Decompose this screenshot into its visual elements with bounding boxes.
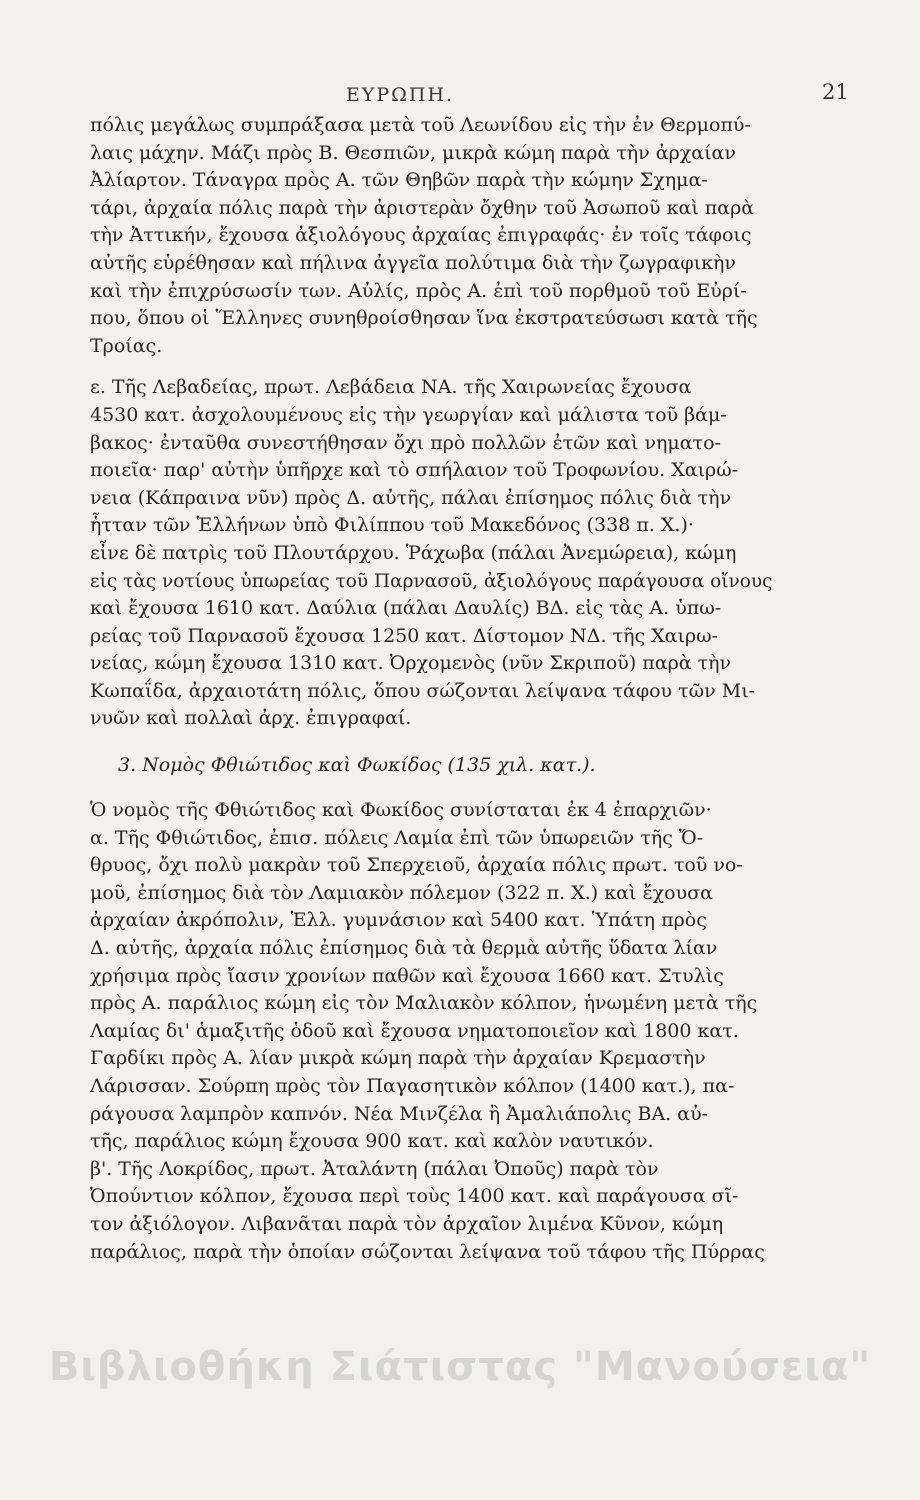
text-line: ρείας τοῦ Παρνασοῦ ἔχουσα 1250 κατ. Δίστομον ΝΔ. τῆς Χαιρω-: [90, 624, 719, 647]
text-line: Τροίας.: [90, 334, 163, 357]
page-number: 21: [822, 80, 849, 104]
text-line: λαις μάχην. Μάζι πρὸς Β. Θεσπιῶν, μικρὰ κώμη παρὰ τὴν ἀρχαίαν: [90, 141, 736, 164]
text-line: θρυος, ὄχι πολὺ μακρὰν τοῦ Σπερχειοῦ, ἀρχαία πόλις πρωτ. τοῦ νο-: [90, 854, 743, 877]
text-line: τάρι, ἀρχαία πόλις παρὰ τὴν ἀριστερὰν ὄχθην τοῦ Ἀσωποῦ καὶ παρὰ: [90, 196, 755, 219]
paragraph-boeotia-continued: [90, 112, 780, 360]
text-line: ποιεῖα· παρ' αὐτὴν ὑπῆρχε καὶ τὸ σπήλαιον τοῦ Τροφωνίου. Χαιρώ-: [90, 459, 739, 482]
text-line: α. Τῆς Φθιώτιδος, ἐπισ. πόλεις Λαμία ἐπὶ τῶν ὑπωρειῶν τῆς Ὄ-: [90, 826, 704, 849]
running-header: ΕΥΡΩΠΗ.: [345, 84, 455, 106]
library-watermark: Βιβλιοθήκη Σιάτιστας "Μανούσεια": [48, 1344, 872, 1390]
text-line: Δ. αὐτῆς, ἀρχαία πόλις ἐπίσημος διὰ τὰ θερμὰ αὐτῆς ὕδατα λίαν: [90, 937, 718, 960]
text-line: Ἀλίαρτον. Τάναγρα πρὸς Α. τῶν Θηβῶν παρὰ τὴν κώμην Σχημα-: [90, 169, 708, 192]
text-line: πρὸς Α. παράλιος κώμη εἰς τὸν Μαλιακὸν κόλπον, ἡνωμένη μετὰ τῆς: [90, 992, 758, 1015]
text-line: ἀρχαίαν ἀκρόπολιν, Ἑλλ. γυμνάσιον καὶ 5400 κατ. Ὑπάτη πρὸς: [90, 909, 707, 932]
text-line: 4530 κατ. ἀσχολουμένους εἰς τὴν γεωργίαν καὶ μάλιστα τοῦ βάμ-: [90, 403, 727, 426]
text-line: β'. Τῆς Λοκρίδος, πρωτ. Ἀταλάντη (πάλαι Ὀποῦς) παρὰ τὸν: [90, 1157, 659, 1180]
paragraph-phthiotis-phocis: [90, 797, 780, 1266]
text-line: Γαρδίκι πρὸς Α. λίαν μικρὰ κώμη παρὰ τὴν ἀρχαίαν Κρεμαστὴν: [90, 1047, 706, 1070]
text-line: ε. Τῆς Λεβαδείας, πρωτ. Λεβάδεια ΝΑ. τῆς Χαιρωνείας ἔχουσα: [90, 376, 692, 399]
text-line: χρήσιμα πρὸς ἴασιν χρονίων παθῶν καὶ ἔχουσα 1660 κατ. Στυλὶς: [90, 964, 724, 987]
text-line: ράγουσα λαμπρὸν καπνόν. Νέα Μινζέλα ἢ Ἀμαλιάπολις ΒΑ. αὐ-: [90, 1102, 709, 1125]
text-line: Λαμίας δι' ἁμαξιτῆς ὁδοῦ καὶ ἔχουσα νηματοποιεῖον καὶ 1800 κατ.: [90, 1019, 739, 1042]
text-line: μοῦ, ἐπίσημος διὰ τὸν Λαμιακὸν πόλεμον (322 π. Χ.) καὶ ἔχουσα: [90, 881, 713, 904]
text-line: ἧτταν τῶν Ἑλλήνων ὑπὸ Φιλίππου τοῦ Μακεδόνος (338 π. Χ.)·: [90, 514, 694, 537]
text-line: καὶ ἔχουσα 1610 κατ. Δαύλια (πάλαι Δαυλίς) ΒΔ. εἰς τὰς Α. ὑπω-: [90, 597, 722, 620]
text-line: νείας, κώμη ἔχουσα 1310 κατ. Ὀρχομενὸς (νῦν Σκριποῦ) παρὰ τὴν: [90, 652, 732, 675]
page-body: [90, 112, 780, 1266]
text-line: Ὀπούντιον κόλπον, ἔχουσα περὶ τοὺς 1400 κατ. καὶ παράγουσα σῖ-: [90, 1185, 739, 1208]
text-line: τον ἀξιόλογον. Λιβανᾶται παρὰ τὸν ἀρχαῖον λιμένα Κῦνον, κώμη: [90, 1212, 724, 1235]
text-line: τῆς, παράλιος κώμη ἔχουσα 900 κατ. καὶ καλὸν ναυτικόν.: [90, 1130, 654, 1153]
text-line: Κωπαΐδα, ἀρχαιοτάτη πόλις, ὅπου σώζονται λείψανα τάφου τῶν Μι-: [90, 679, 756, 702]
text-line: νυῶν καὶ πολλαὶ ἀρχ. ἐπιγραφαί.: [90, 707, 412, 730]
text-line: εἰς τὰς νοτίους ὑπωρείας τοῦ Παρνασοῦ, ἀξιολόγους παράγουσα οἴνους: [90, 570, 773, 592]
text-line: καὶ τὴν ἐπιχρύσωσίν των. Αὐλίς, πρὸς Α. ἐπὶ τοῦ πορθμοῦ τοῦ Εὐρί-: [90, 279, 747, 302]
text-line: Λάρισσαν. Σούρπη πρὸς τὸν Παγασητικὸν κόλπον (1400 κατ.), πα-: [90, 1075, 735, 1097]
text-line: Ὁ νομὸς τῆς Φθιώτιδος καὶ Φωκίδος συνίσταται ἐκ 4 ἐπαρχιῶν·: [90, 799, 712, 822]
paragraph-lebadeia: [90, 374, 780, 733]
section-heading: 3. Νομὸς Φθιώτιδος καὶ Φωκίδος (135 χιλ. κατ.).: [118, 754, 596, 777]
text-line: αὐτῆς εὑρέθησαν καὶ πήλινα ἀγγεῖα πολύτιμα διὰ τὴν ζωγραφικὴν: [90, 251, 736, 274]
text-line: νεια (Κάπραινα νῦν) πρὸς Δ. αὐτῆς, πάλαι ἐπίσημος πόλις διὰ τὴν: [90, 486, 732, 509]
text-line: παράλιος, παρὰ τὴν ὁποίαν σώζονται λείψανα τοῦ τάφου τῆς Πύρρας: [90, 1240, 765, 1263]
text-line: που, ὅπου οἱ Ἕλληνες συνηθροίσθησαν ἵνα ἐκστρατεύσωσι κατὰ τῆς: [90, 307, 758, 330]
text-line: τὴν Ἀττικήν, ἔχουσα ἀξιολόγους ἀρχαίας ἐπιγραφάς· ἐν τοῖς τάφοις: [90, 224, 752, 247]
text-line: βακος· ἐνταῦθα συνεστήθησαν ὄχι πρὸ πολλῶν ἐτῶν καὶ νηματο-: [90, 431, 721, 454]
text-line: πόλις μεγάλως συμπράξασα μετὰ τοῦ Λεωνίδου εἰς τὴν ἐν Θερμοπύ-: [90, 114, 751, 136]
text-line: εἶνε δὲ πατρὶς τοῦ Πλουτάρχου. Ῥάχωβα (πάλαι Ἀνεμώρεια), κώμη: [90, 541, 737, 564]
